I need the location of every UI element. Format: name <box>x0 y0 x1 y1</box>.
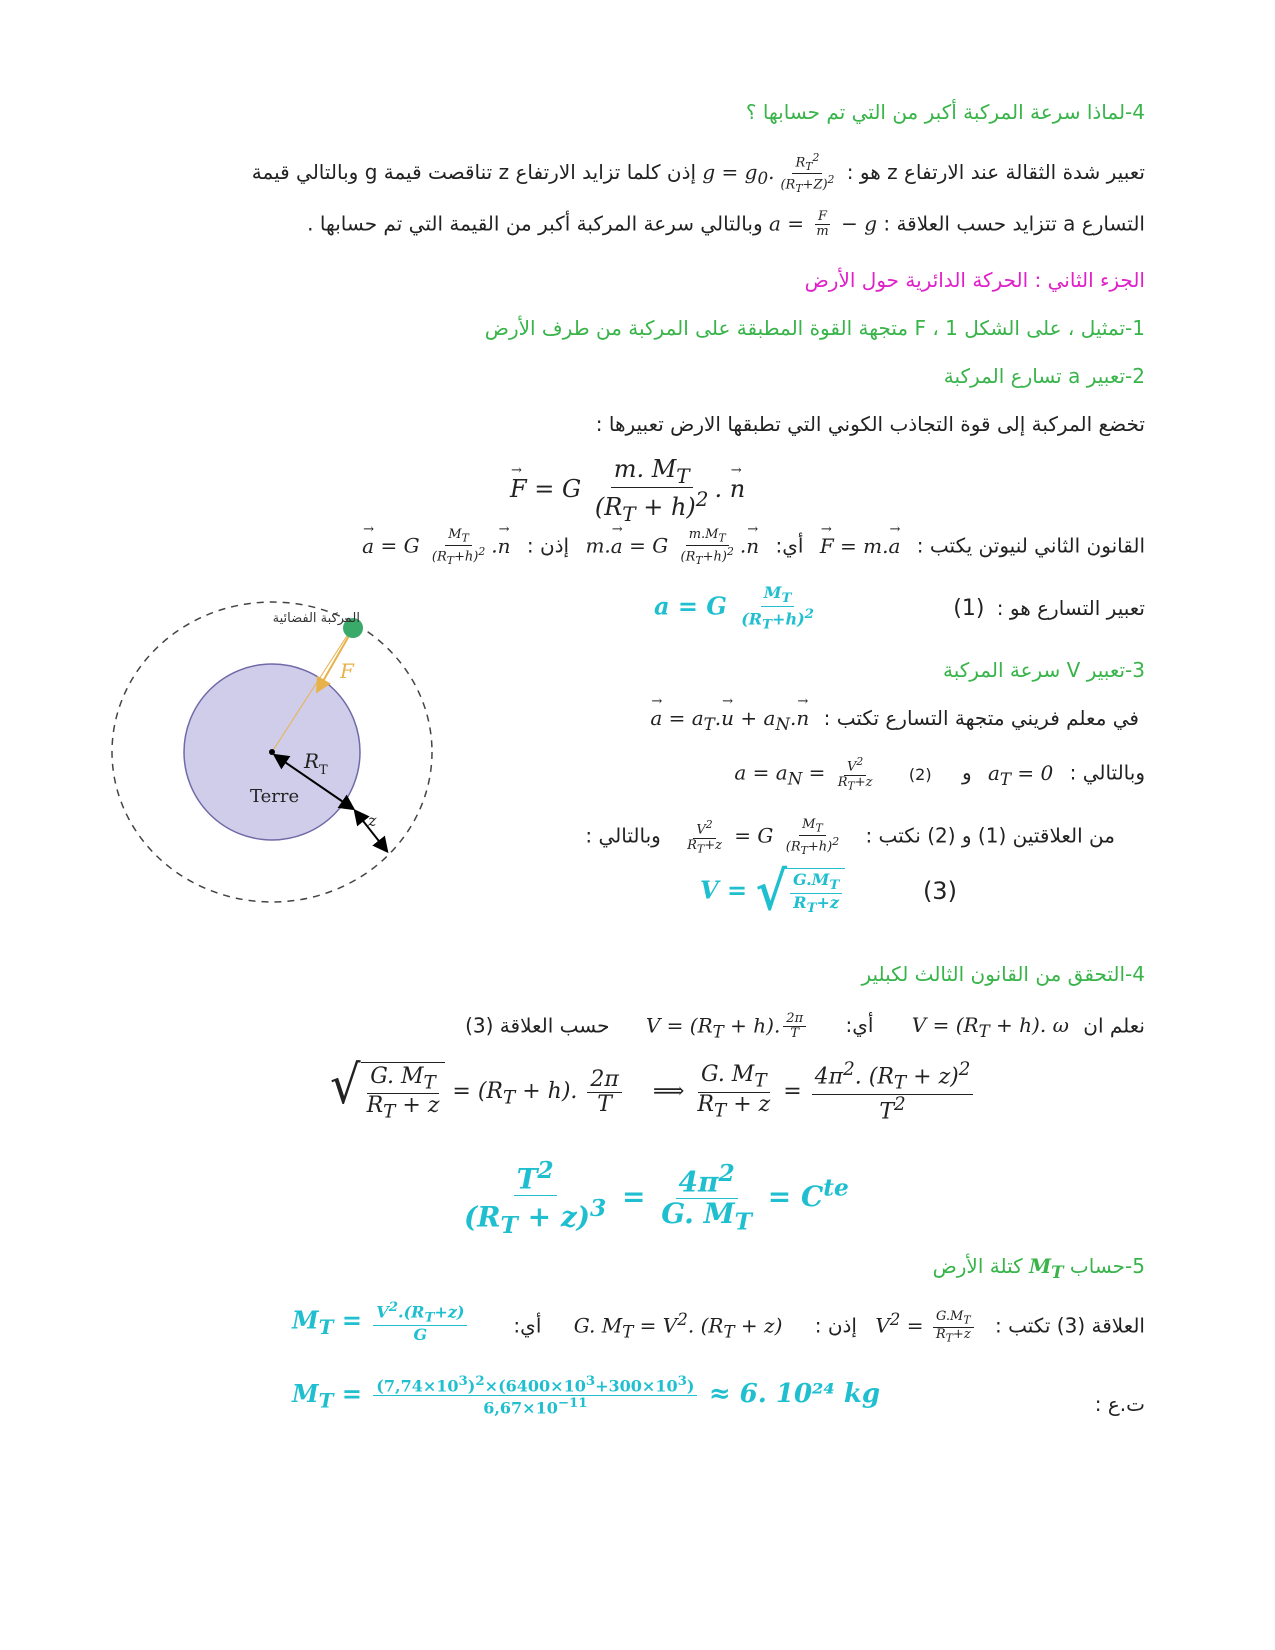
p4-know: نعلم ان <box>1083 1013 1145 1038</box>
p4-ay: أي: <box>845 1013 874 1038</box>
p5-ay: أي: <box>513 1313 542 1338</box>
p2-ay: أي: <box>775 533 804 558</box>
q4-title: 4-لماذا سرعة المركبة أكبر من التي تم حسابها ؟ <box>745 100 1145 124</box>
p3-frenet: في معلم فريني متجهة التسارع تكتب : <box>823 706 1139 730</box>
p3-eq3: (3) <box>922 876 957 905</box>
q4-line2-b: وبالتالي سرعة المركبة أكبر من القيمة التي تم حسابها . <box>307 211 763 236</box>
p2-eq1: (1) <box>953 596 985 621</box>
q4-line1-b: إذن كلما تزايد الارتفاع z تناقصت قيمة g وبالتالي قيمة <box>251 159 697 184</box>
q4-line2-a: التسارع a تتزايد حسب العلاقة : <box>883 211 1145 236</box>
label-terre: Terre <box>250 786 300 807</box>
force-formula: → F = G $\frac{m. M_T}{(R_T + h)^2}$ . → n <box>510 456 745 525</box>
p2-expr-line <box>953 596 1145 621</box>
p3-from-line: من العلاقتين (1) و (2) نكتب : $\frac{V^2}{R_T+z}$ = G $\frac{M_T}{(R_T+h)^2}$ وبالتالي : <box>585 817 1115 857</box>
label-ship: المركبة الفضائية <box>272 611 360 626</box>
kepler-result: $\frac{T^2}{(R_T + z)^3}$ = $\frac{4\pi^2}{G. M_T}$ = $C^{te}$ <box>464 1156 849 1240</box>
q4-line1 <box>252 152 1145 195</box>
p5-num: ت.ع : <box>1094 1392 1145 1416</box>
mass-result: $M_T$ = $\frac{(7,74\times 10^3)^2\times(6400\times 10^3+300\times 10^3)}{6,67\times 10^{-11}}$ ≈ 6. 10²⁴ kg <box>292 1373 881 1418</box>
p5-rel3: العلاقة (3) تكتب : <box>995 1313 1145 1338</box>
p3-from: من العلاقتين (1) و (2) نكتب : <box>865 823 1115 848</box>
q4-line2 <box>307 210 1145 240</box>
p4-title: 4-التحقق من القانون الثالث لكبلير <box>861 962 1145 986</box>
orbit-figure <box>100 590 440 910</box>
mass-formula: $M_T$ = $\frac{V^2.(R_T+z)}{G}$ <box>292 1300 470 1344</box>
q4-a-formula: a = $\frac{F}{m}$ − g <box>768 209 877 240</box>
q4-g-formula: $g = g_0$. $\frac{R_T^2}{(R_T+Z)^2}$ <box>702 151 835 195</box>
part2-title: الجزء الثاني : الحركة الدائرية حول الأرض <box>804 268 1145 292</box>
mass-result-value: ≈ 6. 10²⁴ kg <box>708 1378 881 1409</box>
p2-idhan: إذن : <box>526 533 570 558</box>
p2-title: 2-تعبير a تسارع المركبة <box>943 364 1145 388</box>
p3-eq2: (2) <box>908 764 932 784</box>
p5-rel-line: العلاقة (3) تكتب : $V^2$ = $\frac{G.M_T}{R_T+z}$ إذن : G. $M_T = V^2$. $(R_T + z)$ أي: <box>513 1309 1145 1345</box>
p3-then: وبالتالي : <box>585 823 661 848</box>
p5-title: 5-حساب $M_T$ كتلة الأرض <box>932 1254 1145 1282</box>
p3-and-so: وبالتالي : <box>1069 760 1145 785</box>
label-F: F <box>340 659 354 683</box>
p5-idhan: إذن : <box>814 1313 857 1338</box>
p2-newton: القانون الثاني لنيوتن يكتب : <box>916 533 1145 558</box>
label-z: z <box>368 811 377 830</box>
p3-frenet-line: في معلم فريني متجهة التسارع تكتب : → $a = a_T.\to u + a_N.\to n$ <box>650 706 1139 734</box>
p2-newton-line: القانون الثاني لنيوتن يكتب : → F = m.→ a أي: m.→ a = G $\frac{m.M_T}{(R_T+h)^2}$ .→ n إذن : → a = G $\frac{M_T}{(R_T+h)^2}$ .→ n <box>352 528 1145 566</box>
q4-line1-a: تعبير شدة الثقالة عند الارتفاع z هو : <box>846 159 1145 184</box>
p4-rel: حسب العلاقة (3) <box>465 1013 610 1038</box>
label-RT-sub: T <box>319 763 328 778</box>
accel-result: a = G $\frac{M_T}{(R_T+h)^2}$ <box>654 583 814 633</box>
p3-wa: و <box>961 760 972 785</box>
p3-title: 3-تعبير V سرعة المركبة <box>942 658 1145 682</box>
p3-so-line: وبالتالي : $a_T = 0$ و (2) $a = a_N$ = $\frac{V^2}{R_T+z}$ <box>734 755 1145 793</box>
p2-text: تخضع المركبة إلى قوة التجاذب الكوني التي تطبقها الارض تعبيرها : <box>595 412 1145 436</box>
velocity-result: V = √ $\frac{G.M_T}{R_T+z}$ (3) <box>700 861 957 923</box>
p2-expr: تعبير التسارع هو : <box>996 596 1145 620</box>
p1-title: 1-تمثيل ، على الشكل 1 ، F متجهة القوة المطبقة على المركبة من طرف الأرض <box>484 316 1145 340</box>
p4-know-line: نعلم ان $V = (R_T + h)$. ω أي: $V = (R_T + h)$. $\frac{2\pi}{T}$ حسب العلاقة (3) <box>465 1011 1145 1042</box>
label-RT: R <box>304 749 320 773</box>
kepler-derivation: √ $\frac{G. M_T}{R_T + z}$ = $(R_T + h)$. $\frac{2\pi}{T}$ ⟹ $\frac{G. M_T}{R_T + z}$ = $\frac{4\pi^2. (R_T + z)^2}{T^2}$ <box>330 1060 976 1124</box>
